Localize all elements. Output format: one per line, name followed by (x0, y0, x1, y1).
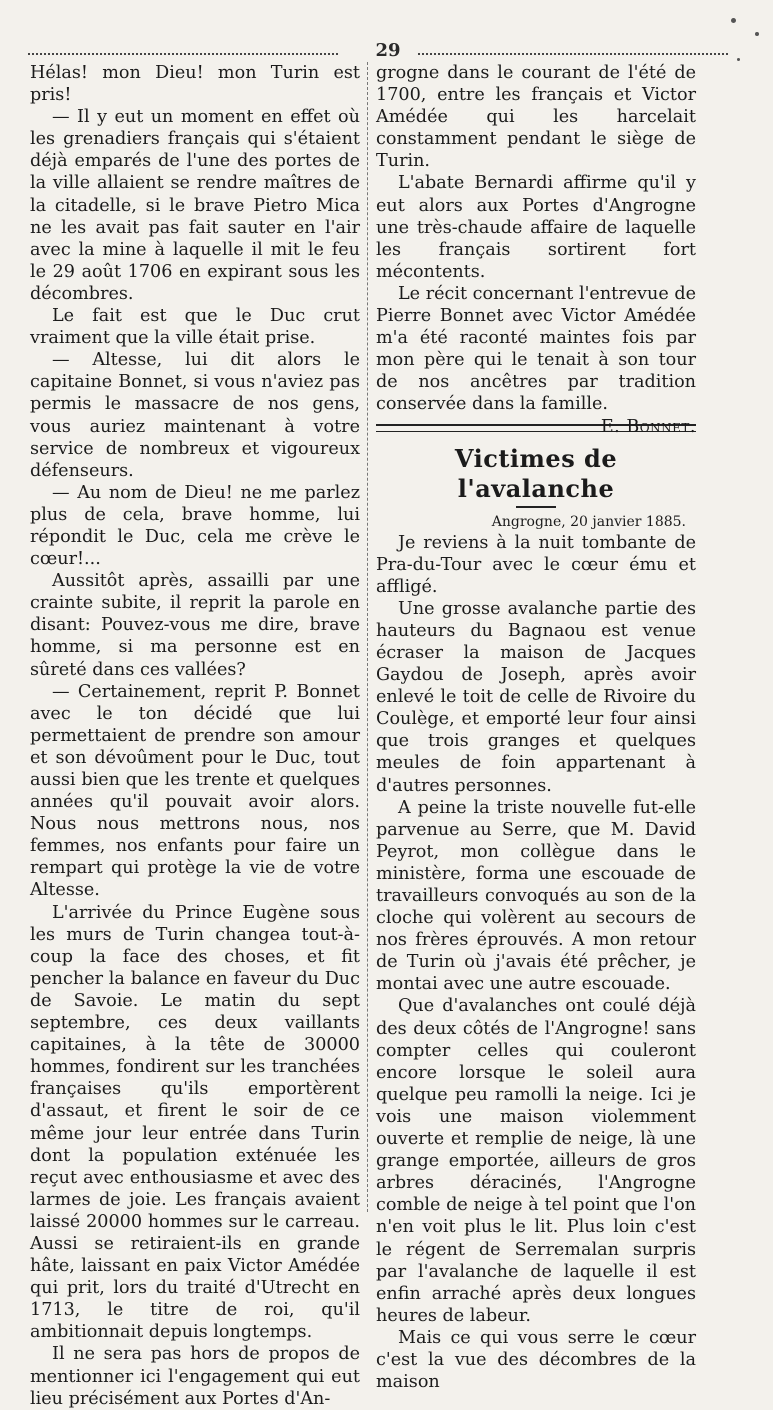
header-rule-left (28, 53, 338, 55)
paragraph: Une grosse avalanche partie des hauteurs du Bagnaou est venue écraser la maison de Jacques Gaydou de Joseph, après avoir enlevé le toit de celle de Rivoire du Coulège, et emporté leur four ainsi que trois granges et quelques meules de foin appartenant à d'autres personnes. (376, 598, 696, 796)
paragraph: Je reviens à la nuit tombante de Pra-du-Tour avec le cœur ému et affligé. (376, 532, 696, 597)
paragraph: Mais ce qui vous serre le cœur c'est la vue des décombres de la maison (376, 1327, 696, 1393)
paragraph: Hélas! mon Dieu! mon Turin est pris! (30, 63, 360, 106)
paragraph: Que d'avalanches ont coulé déjà des deux côtés de l'Angrogne! sans compter celles qui couleront encore lorsque le soleil aura quelque peu ramolli la neige. Ici je vois une maison violemment ouverte et remplie de neige, là une grange emportée, ailleurs de gros arbres déracinés, l'Angrogne comble de neige à tel point que l'on n'en voit plus le lit. Plus loin c'est le régent de Serremalan surpris par l'avalanche de laquelle il est enfin arraché après deux longues heures de labeur. (376, 996, 696, 1326)
column-divider (367, 62, 368, 1212)
paragraph: Le fait est que le Duc crut vraiment que la ville était prise. (30, 306, 360, 349)
paragraph: Aussitôt après, assailli par une crainte subite, il reprit la parole en disant: Pouvez-vous me dire, brave homme, si ma personne est en sûreté dans ces vallées? (30, 571, 360, 680)
paragraph: — Il y eut un moment en effet où les grenadiers français qui s'étaient déjà emparés de l'une des portes de la ville allaient se rendre maîtres de la citadelle, si le brave Pietro Mica ne les avait pas fait sauter en l'air avec la mine à laquelle il mit le feu le 29 août 1706 en expirant sous les décombres. (30, 107, 360, 304)
paragraph: — Certainement, reprit P. Bonnet avec le ton décidé que lui permettaient de prendre son amour et son dévoûment pour le Duc, tout aussi bien que les trente et quelques années qu'il pouvait avoir alors. Nous nous mettrons nous, nos femmes, nos enfants pour faire un rempart qui protège la vie de votre Altesse. (30, 681, 360, 901)
signature: E. Bonnet. (600, 416, 696, 437)
page-number: 29 (375, 40, 401, 61)
header-rule-right (418, 53, 728, 55)
paragraph: L'abate Bernardi affirme qu'il y eut alors aux Portes d'Angrogne une très-chaude affaire de laquelle les français sortirent fort mécontents. (376, 173, 696, 282)
paragraph: A peine la triste nouvelle fut-elle parvenue au Serre, que M. David Peyrot, mon collègue dans le ministère, forma une escouade de travailleurs convoqués au son de la cloche qui volèrent au secours de nos frères éprouvés. A mon retour de Turin où j'avais été prêcher, je montai avec une autre escouade. (376, 797, 696, 995)
closing-text: Le récit concernant l'entrevue de Pierre Bonnet avec Victor Amédée m'a été raconté maintes fois par mon père qui le tenait à son tour de nos ancêtres par tradition conservée dans la famille. (376, 283, 696, 415)
paragraph: — Au nom de Dieu! ne me parlez plus de cela, brave homme, lui répondit le Duc, cela me crève le cœur!... (30, 482, 360, 570)
title-rule (516, 506, 556, 508)
left-column (30, 62, 360, 1410)
paragraph: L'arrivée du Prince Eugène sous les murs de Turin changea tout-à-coup la face des choses, et fit pencher la balance en faveur du Duc de Savoie. Le matin du sept septembre, ces deux vaillants capitaines, à la tête de 30000 hommes, fondirent sur les tranchées françaises qu'ils emportèrent d'assaut, et firent le soir de ce même jour leur entrée dans Turin dont la population exténuée les reçut avec enthousiasme et avec des larmes de joie. Les français avaient laissé 20000 hommes sur le carreau. Aussi se retiraient-ils en grande hâte, laissant en paix Victor Amédée qui prit, lors du traité d'Utrecht en 1713, le titre de roi, qu'il ambitionnait depuis longtemps. (30, 902, 360, 1343)
paragraph: — Altesse, lui dit alors le capitaine Bonnet, si vous n'aviez pas permis le massacre de nos gens, vous auriez maintenant à votre service de nombreux et vigoureux défenseurs. (30, 350, 360, 481)
right-column (376, 62, 696, 1393)
closing-paragraph (376, 283, 696, 437)
paragraph: Il ne sera pas hors de propos de mentionner ici l'engagement qui eut lieu précisément aux Portes d'An- (30, 1344, 360, 1409)
dateline: Angrogne, 20 janvier 1885. (491, 513, 686, 530)
print-specks (725, 10, 765, 90)
paragraph: grogne dans le courant de l'été de 1700, entre les français et Victor Amédée qui les harcelait constamment pendant le siège de Turin. (376, 63, 696, 172)
article-title: Victimes de l'avalanche (454, 443, 618, 503)
